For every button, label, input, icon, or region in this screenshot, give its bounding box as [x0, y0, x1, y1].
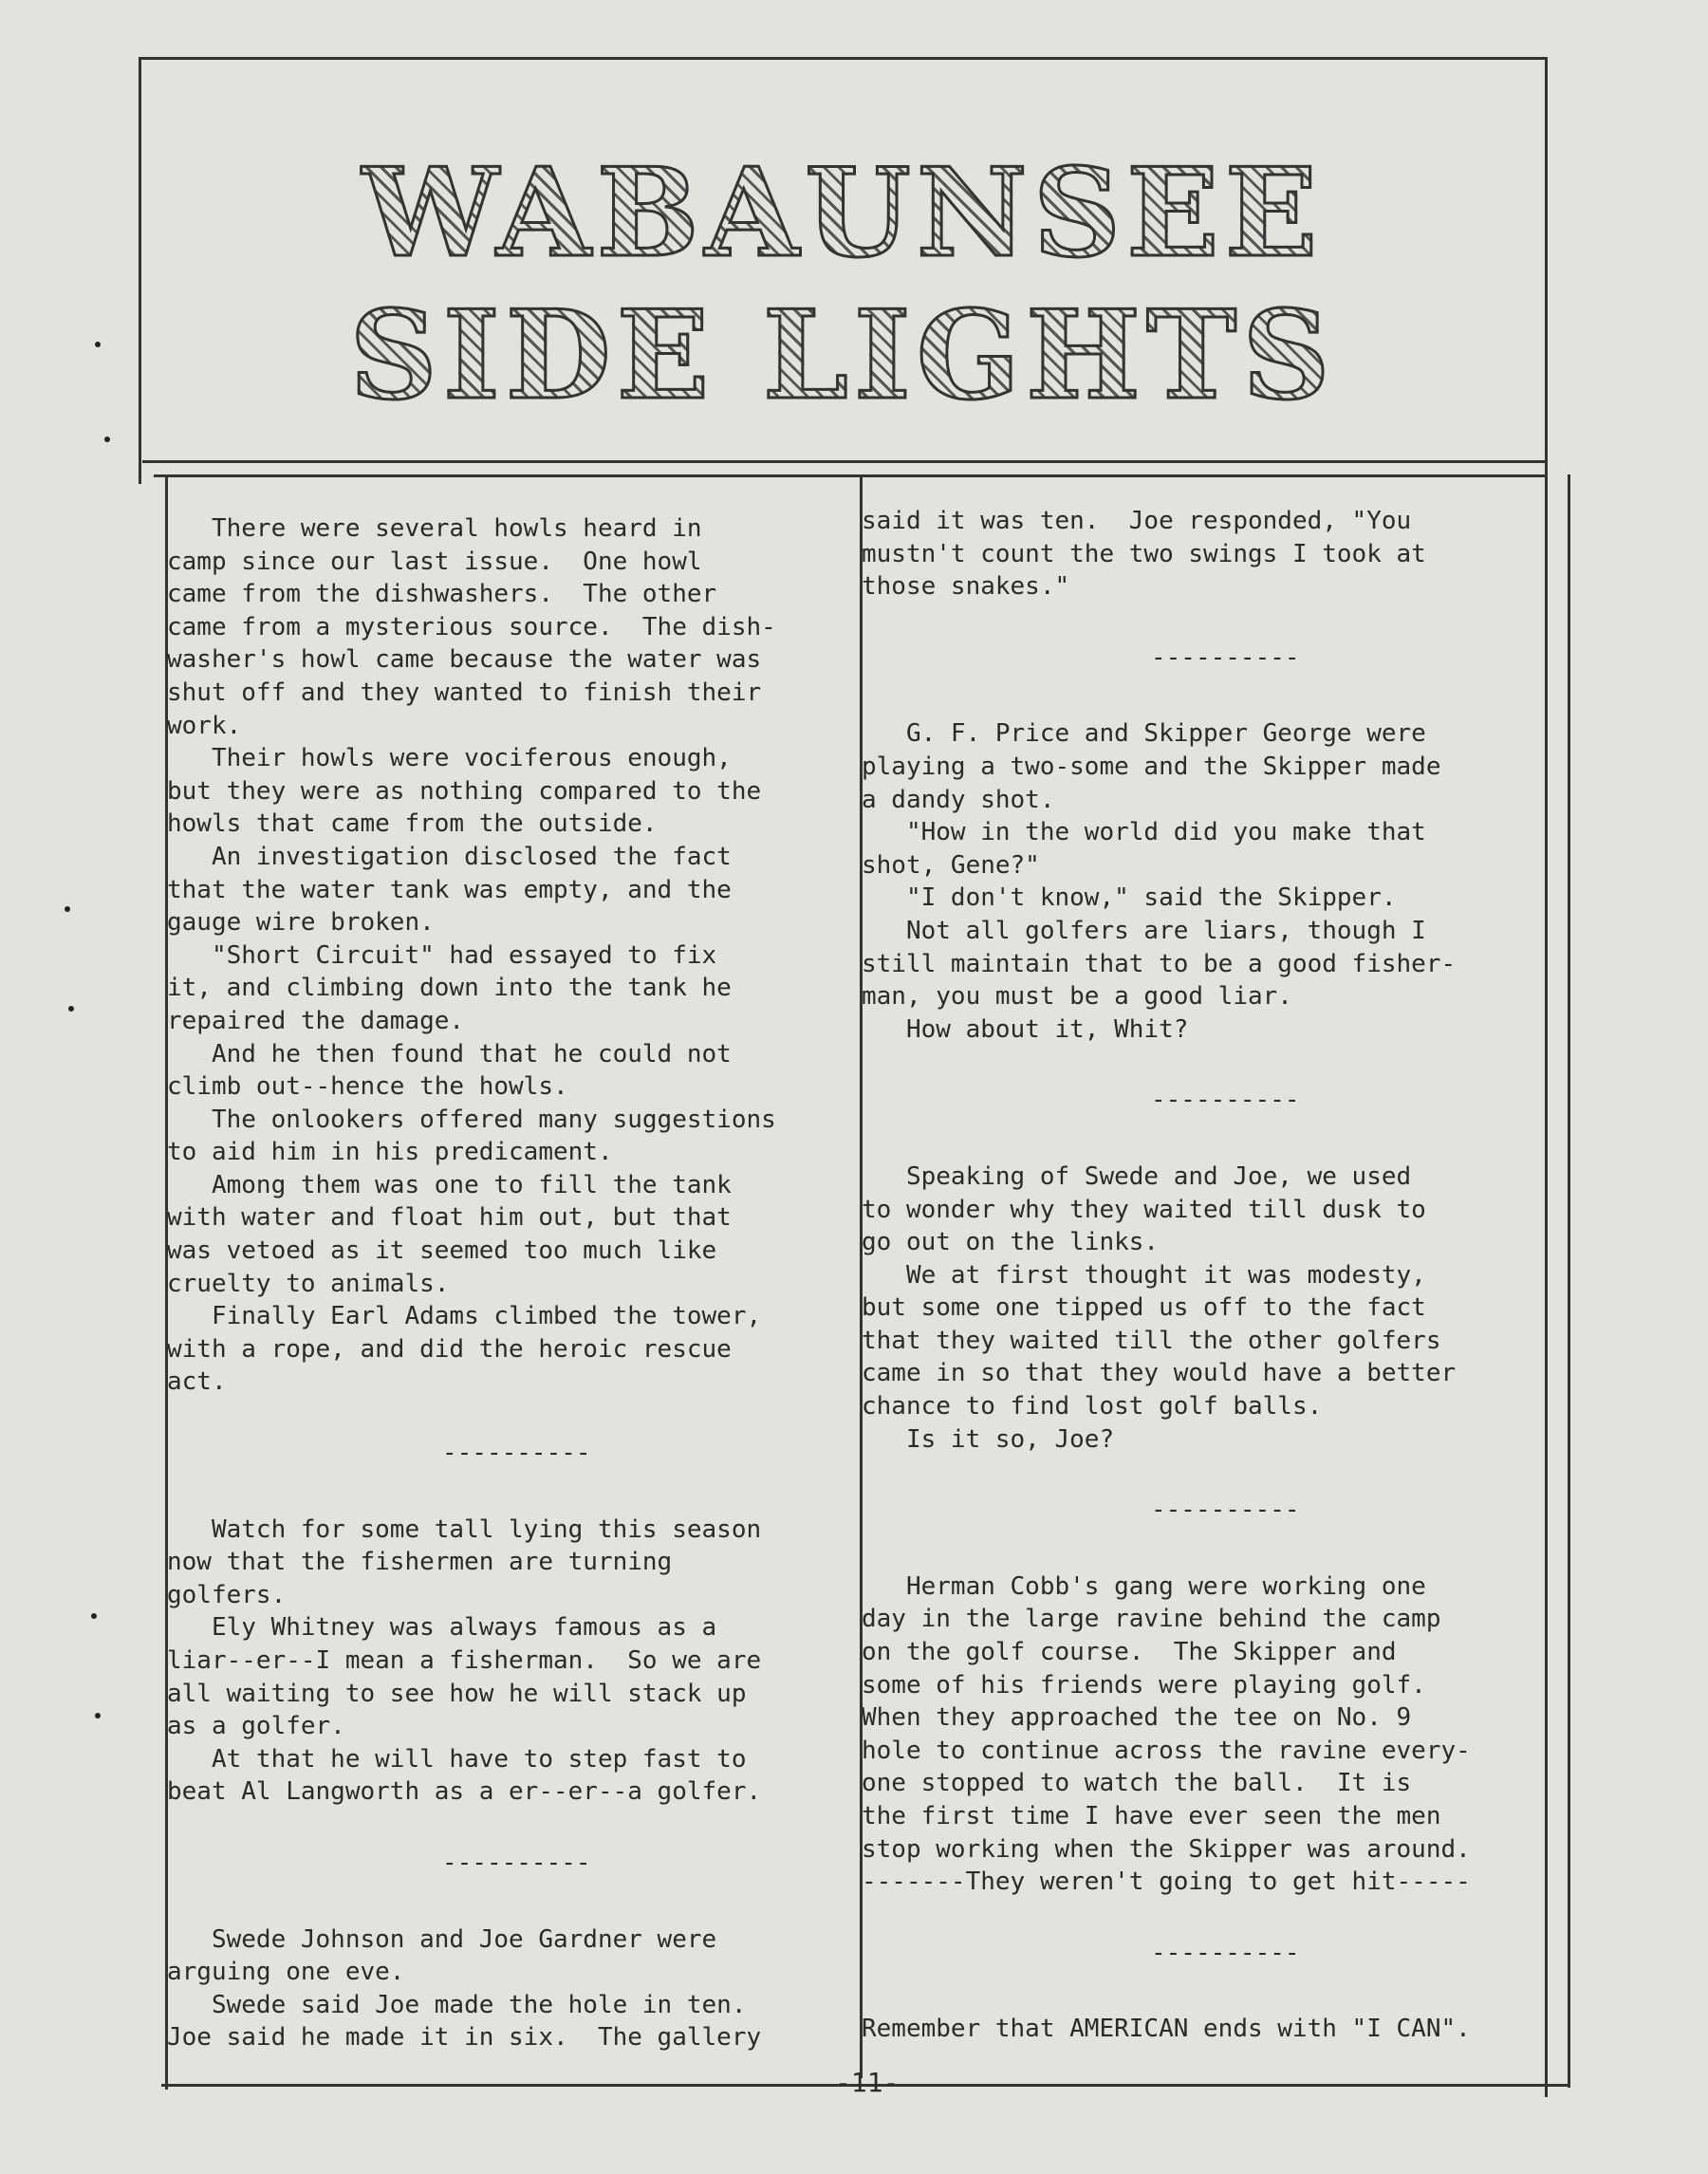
- text-line: G. F. Price and Skipper George were: [862, 719, 1426, 749]
- text-line: hole to continue across the ravine every-: [862, 1736, 1471, 1765]
- text-line: came from the dishwashers. The other: [167, 580, 717, 609]
- text-line: on the golf course. The Skipper and: [862, 1638, 1397, 1667]
- text-line: the first time I have ever seen the men: [862, 1802, 1441, 1830]
- text-line: came from a mysterious source. The dish-: [167, 612, 776, 641]
- text-line: Among them was one to fill the tank: [167, 1170, 732, 1199]
- text-line: beat Al Langworth as a er--er--a golfer.: [167, 1777, 762, 1807]
- text-line: with a rope, and did the heroic rescue: [167, 1334, 732, 1364]
- text-line: came in so that they would have a better: [862, 1359, 1457, 1388]
- section-separator: ----------: [442, 1848, 591, 1877]
- text-line: Is it so, Joe?: [862, 1424, 1115, 1454]
- text-line: with water and float him out, but that: [167, 1203, 732, 1233]
- frame-top-rule: [139, 57, 1547, 60]
- text-line: go out on the links.: [862, 1228, 1160, 1257]
- text-line: We at first thought it was modesty,: [862, 1260, 1426, 1290]
- text-line: as a golfer.: [167, 1712, 345, 1741]
- text-line: "Short Circuit" had essayed to fix: [167, 940, 717, 970]
- text-line: An investigation disclosed the fact: [167, 842, 732, 871]
- text-line: shot, Gene?": [862, 850, 1040, 880]
- text-line: one stopped to watch the ball. It is: [862, 1769, 1412, 1798]
- text-line: a dandy shot.: [862, 785, 1055, 814]
- text-line: -------They weren't going to get hit-----: [862, 1867, 1471, 1897]
- text-line: And he then found that he could not: [167, 1039, 732, 1068]
- text-line: Finally Earl Adams climbed the tower,: [167, 1302, 762, 1331]
- text-line: Remember that AMERICAN ends with "I CAN".: [862, 2015, 1471, 2044]
- binder-hole-mark: [104, 437, 110, 442]
- text-line: repaired the damage.: [167, 1006, 465, 1035]
- text-line: all waiting to see how he will stack up: [167, 1679, 747, 1708]
- text-line: arguing one eve.: [167, 1958, 405, 1987]
- page-number: -11-: [835, 2067, 900, 2098]
- text-line: gauge wire broken.: [167, 908, 435, 938]
- masthead-title-line1: WABAUNSEE: [142, 142, 1543, 285]
- text-line: but some one tipped us off to the fact: [862, 1293, 1426, 1323]
- text-line: camp since our last issue. One howl: [167, 547, 702, 576]
- text-line: Their howls were vociferous enough,: [167, 744, 732, 773]
- body-right-rule: [1568, 474, 1570, 2088]
- text-line: chance to find lost golf balls.: [862, 1392, 1323, 1421]
- text-line: Swede Johnson and Joe Gardner were: [167, 1924, 717, 1954]
- text-line: howls that came from the outside.: [167, 809, 658, 839]
- text-line: man, you must be a good liar.: [862, 982, 1292, 1012]
- text-line: mustn't count the two swings I took at: [862, 539, 1426, 568]
- masthead-bottom-rule: [142, 460, 1547, 463]
- text-line: "How in the world did you make that: [862, 818, 1426, 847]
- text-line: Swede said Joe made the hole in ten.: [167, 1990, 747, 2019]
- frame-left-rule: [139, 57, 141, 484]
- text-line: that the water tank was empty, and the: [167, 875, 732, 904]
- text-line: Herman Cobb's gang were working one: [862, 1571, 1426, 1601]
- section-separator: ----------: [1151, 1086, 1300, 1115]
- text-line: some of his friends were playing golf.: [862, 1670, 1426, 1700]
- section-separator: ----------: [1151, 1938, 1300, 1967]
- text-line: was vetoed as it seemed too much like: [167, 1236, 717, 1266]
- section-separator: ----------: [442, 1439, 591, 1468]
- binder-hole-mark: [91, 1613, 97, 1619]
- binder-hole-mark: [65, 906, 70, 912]
- text-line: How about it, Whit?: [862, 1014, 1189, 1044]
- text-line: Joe said he made it in six. The gallery: [167, 2023, 762, 2053]
- text-line: There were several howls heard in: [167, 514, 702, 543]
- text-line: said it was ten. Joe responded, "You: [862, 507, 1412, 535]
- text-line: Watch for some tall lying this season: [167, 1514, 762, 1544]
- text-line: day in the large ravine behind the camp: [862, 1605, 1441, 1634]
- text-line: liar--er--I mean a fisherman. So we are: [167, 1646, 762, 1675]
- text-line: Speaking of Swede and Joe, we used: [862, 1161, 1412, 1191]
- text-line: but they were as nothing compared to the: [167, 776, 762, 806]
- right-column: [862, 505, 1554, 2046]
- text-line: that they waited till the other golfers: [862, 1326, 1441, 1355]
- text-line: When they approached the tee on No. 9: [862, 1703, 1412, 1733]
- text-line: Ely Whitney was always famous as a: [167, 1613, 717, 1643]
- binder-hole-mark: [95, 342, 101, 347]
- text-line: climb out--hence the howls.: [167, 1072, 568, 1102]
- text-line: "I don't know," said the Skipper.: [862, 883, 1397, 913]
- text-line: those snakes.": [862, 572, 1070, 602]
- masthead-title-line2: SIDE LIGHTS: [142, 285, 1543, 427]
- text-line: At that he will have to step fast to: [167, 1744, 747, 1774]
- text-line: The onlookers offered many suggestions: [167, 1105, 776, 1134]
- text-line: stop working when the Skipper was around.: [862, 1834, 1471, 1864]
- text-line: still maintain that to be a good fisher-: [862, 949, 1457, 978]
- binder-hole-mark: [68, 1006, 74, 1012]
- text-line: work.: [167, 711, 242, 740]
- text-line: to aid him in his predicament.: [167, 1138, 613, 1167]
- text-line: now that the fishermen are turning: [167, 1548, 673, 1577]
- text-line: playing a two-some and the Skipper made: [862, 752, 1441, 781]
- text-line: Not all golfers are liars, though I: [862, 916, 1426, 945]
- body-top-rule: [154, 474, 1547, 477]
- section-separator: ----------: [1151, 1496, 1300, 1525]
- text-line: it, and climbing down into the tank he: [167, 974, 732, 1003]
- text-line: golfers.: [167, 1580, 287, 1609]
- text-line: to wonder why they waited till dusk to: [862, 1195, 1426, 1224]
- text-line: act.: [167, 1367, 227, 1397]
- binder-hole-mark: [95, 1713, 101, 1719]
- left-column: [167, 512, 850, 2054]
- text-line: cruelty to animals.: [167, 1269, 450, 1298]
- text-line: shut off and they wanted to finish their: [167, 678, 762, 707]
- section-separator: ----------: [1151, 642, 1300, 672]
- text-line: washer's howl came because the water was: [167, 645, 762, 675]
